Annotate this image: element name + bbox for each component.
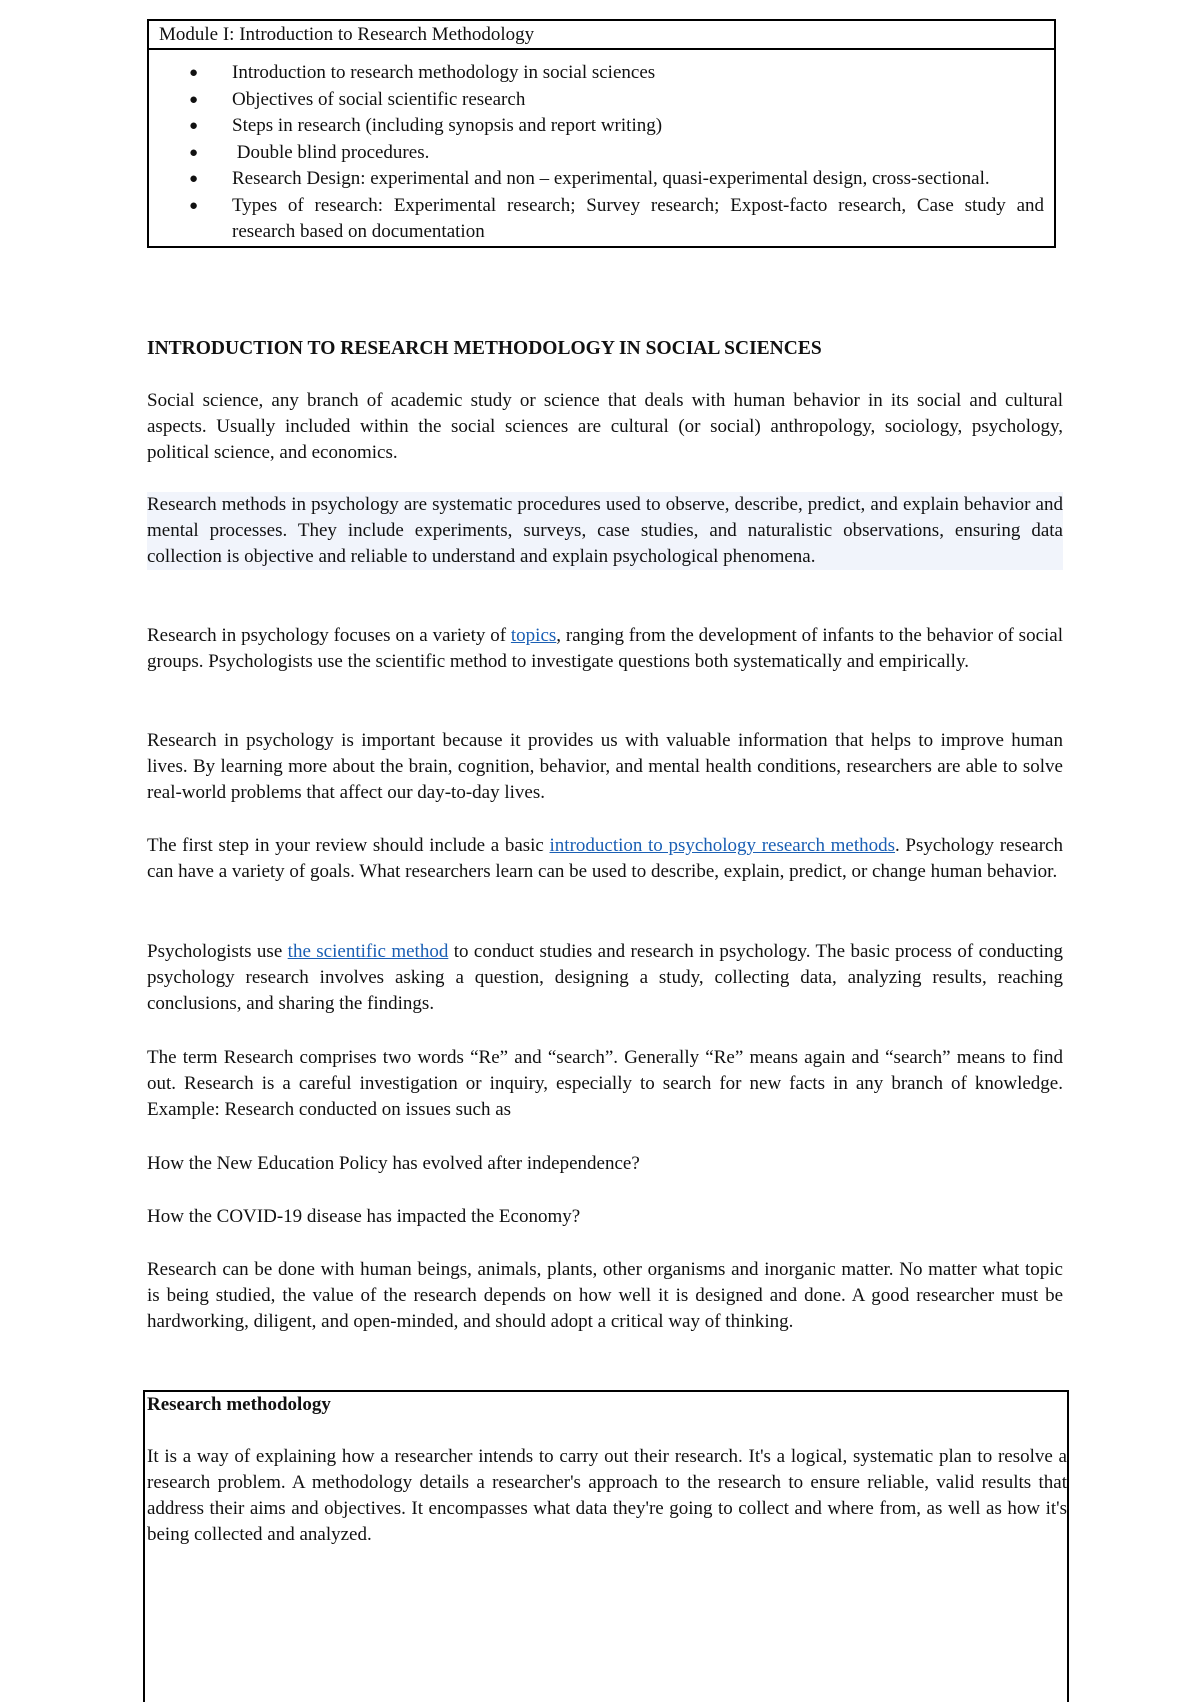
paragraph-term-research: The term Research comprises two words “Re” and “search”. Generally “Re” means again and “search” means to find out. Research is a careful investigation or inquiry, especially to search for new facts in any branch of knowledge. Example: Research conducted on issues such as xyxy=(147,1047,1063,1120)
scientific-method-link[interactable]: the scientific method xyxy=(287,941,449,962)
paragraph-research-methods: Research methods in psychology are systematic procedures used to observe, describe, predict, and explain behavior and mental processes. They include experiments, surveys, case studies, and naturalistic observations, ensuring data collection is objective and reliable to understand and explain psychological phenomena. xyxy=(147,492,1063,570)
paragraph-research-subjects: Research can be done with human beings, animals, plants, other organisms and inorganic matter. No matter what topic is being studied, the value of the research depends on how well it is designed and done. A good researcher must be hardworking, diligent, and open-minded, and should adopt a critical way of thinking. xyxy=(147,1259,1063,1332)
paragraph-first-step: The first step in your review should include a basic introduction to psychology research methods. Psychology research can have a variety of goals. What researchers learn can be used to describe, explain, predict, or change human behavior. xyxy=(147,835,1063,882)
module-topic-list xyxy=(149,60,1054,246)
paragraph-scientific-method: Psychologists use the scientific method to conduct studies and research in psychology. The basic process of conducting psychology research involves asking a question, designing a study, collecting data, analyzing results, reaching conclusions, and sharing the findings. xyxy=(147,941,1063,1014)
bullet-icon: ● xyxy=(189,118,199,134)
bullet-icon: ● xyxy=(189,144,199,161)
bullet-icon: ● xyxy=(189,91,199,108)
research-methods-link[interactable]: introduction to psychology research methods xyxy=(549,835,895,856)
paragraph-social-science: Social science, any branch of academic study or science that deals with human behavior in its social and cultural aspects. Usually included within the social sciences are cultural (or social) anthropology, sociology, psychology, political science, and economics. xyxy=(147,390,1063,463)
bullet-icon: ● xyxy=(189,197,199,214)
paragraph-research-topics: Research in psychology focuses on a variety of topics, ranging from the development of infants to the behavior of social groups. Psychologists use the scientific method to investigate questions both systematically and empirically. xyxy=(147,625,1063,672)
list-item: ● Objectives of social scientific research xyxy=(149,87,1044,114)
section-heading: INTRODUCTION TO RESEARCH METHODOLOGY IN SOCIAL SCIENCES xyxy=(147,338,822,359)
module-title: Module I: Introduction to Research Methodology xyxy=(149,21,1054,50)
methodology-box xyxy=(143,1390,1069,1702)
list-item: ● Steps in research (including synopsis and report writing) xyxy=(149,113,1044,140)
methodology-title: Research methodology xyxy=(147,1394,331,1415)
list-item: ● Research Design: experimental and non – experimental, quasi-experimental design, cross-sectional. xyxy=(149,166,1044,193)
bullet-icon: ● xyxy=(189,171,199,187)
methodology-text: It is a way of explaining how a researcher intends to carry out their research. It's a logical, systematic plan to resolve a research problem. A methodology details a researcher's approach to the research to ensure reliable, valid results that address their aims and objectives. It encompasses what data they're going to collect and where from, as well as how it's being collected and analyzed. xyxy=(147,1446,1067,1545)
bullet-icon: ● xyxy=(189,65,199,81)
example-question-1: How the New Education Policy has evolved after independence? xyxy=(147,1153,640,1174)
list-item: ● Introduction to research methodology in social sciences xyxy=(149,60,1044,87)
topics-link[interactable]: topics xyxy=(510,625,557,646)
list-item: ● Double blind procedures. xyxy=(149,140,1044,167)
list-item: ● Types of research: Experimental research; Survey research; Expost-facto research, Case study and research based on documentation xyxy=(189,194,1044,242)
example-question-2: How the COVID-19 disease has impacted the Economy? xyxy=(147,1206,581,1227)
paragraph-importance: Research in psychology is important because it provides us with valuable information that helps to improve human lives. By learning more about the brain, cognition, behavior, and mental health conditions, researchers are able to solve real-world problems that affect our day-to-day lives. xyxy=(147,730,1063,803)
module-syllabus-box xyxy=(147,19,1056,248)
